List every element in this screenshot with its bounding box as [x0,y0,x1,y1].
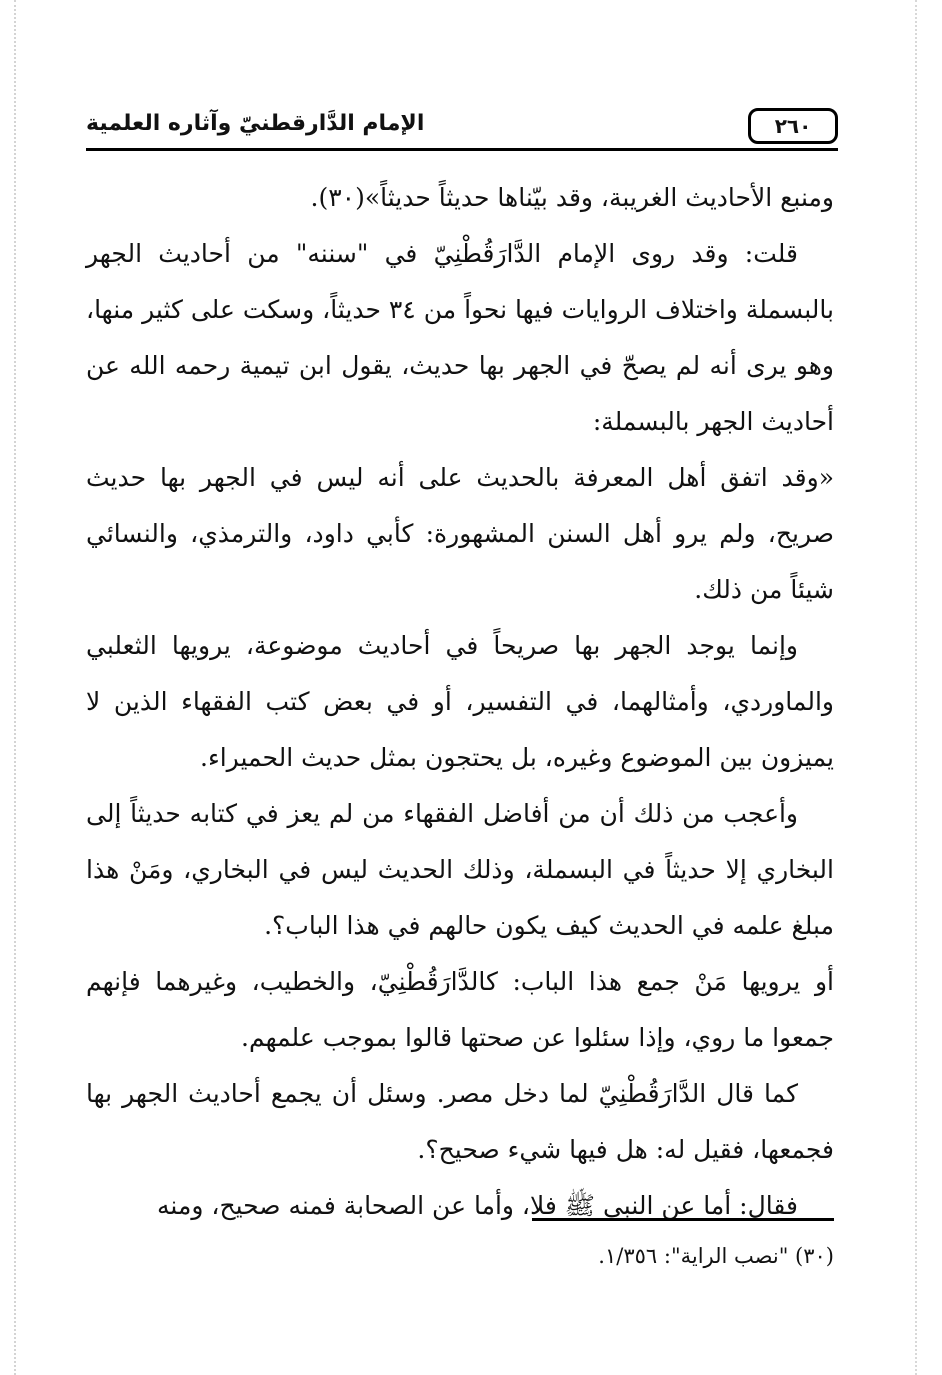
header-rule [86,148,838,151]
footnote-rule [532,1218,834,1221]
running-title: الإمام الدَّارقطنيّ وآثاره العلمية [86,111,425,136]
paragraph: فقال: أما عن النبي ﷺ فلا، وأما عن الصحابة فمنه صحيح، ومنه [157,1191,798,1220]
scan-dots-right [915,0,917,1375]
quote-paragraph: أو يرويها مَنْ جمع هذا الباب: كالدَّارَقُطْنِيّ، والخطيب، وغيرهما فإنهم جمعوا ما روي، وإذا سئلوا عن صحتها قالوا بموجب علمهم. [86,967,834,1052]
quote-paragraph: وإنما يوجد الجهر بها صريحاً في أحاديث موضوعة، يرويها الثعلبي والماوردي، وأمثالهما، في التفسير، أو في بعض كتب الفقهاء الذين لا يميزون بين الموضوع وغيره، بل يحتجون بمثل حديث الحميراء. [86,631,834,772]
page-number: ٢٦٠ [748,108,838,144]
quote-paragraph: وأعجب من ذلك أن من أفاضل الفقهاء من لم يعز في كتابه حديثاً إلى البخاري إلا حديثاً في البسملة، وذلك الحديث ليس في البخاري، ومَنْ هذا مبلغ علمه في الحديث كيف يكون حالهم في هذا الباب؟. [86,799,834,940]
paragraph: كما قال الدَّارَقُطْنِيّ لما دخل مصر. وسئل أن يجمع أحاديث الجهر بها فجمعها، فقيل له: هل فيها شيء صحيح؟. [86,1079,834,1164]
paragraph: قلت: وقد روى الإمام الدَّارَقُطْنِيّ في "سننه" من أحاديث الجهر بالبسملة واختلاف الروايات فيها نحواً من ٣٤ حديثاً، وسكت على كثير منها، وهو يرى أنه لم يصحّ في الجهر بها حديث، يقول ابن تيمية رحمه الله عن أحاديث الجهر بالبسملة: [86,239,834,436]
paragraph: ومنبع الأحاديث الغريبة، وقد بيّناها حديثاً حديثاً»(٣٠). [310,183,834,212]
footnote: (٣٠) "نصب الراية": ١/٣٥٦. [598,1244,834,1268]
page-header [86,104,838,148]
scan-dots-left [14,0,16,1375]
main-text [86,170,834,1234]
quote-paragraph: «وقد اتفق أهل المعرفة بالحديث على أنه ليس في الجهر بها حديث صريح، ولم يرو أهل السنن المشهورة: كأبي داود، والترمذي، والنسائي شيئاً من ذلك. [86,463,834,604]
